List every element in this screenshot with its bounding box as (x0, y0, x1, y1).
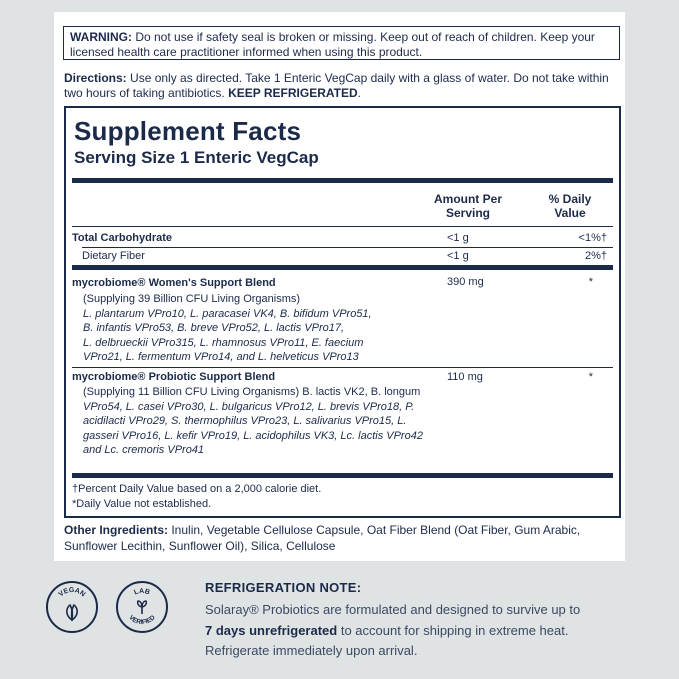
directions-emphasis: KEEP REFRIGERATED (228, 86, 358, 100)
row-fiber-name: Dietary Fiber (82, 250, 145, 262)
footnote-not-established: *Daily Value not established. (72, 498, 212, 510)
lab-verified-icon (118, 583, 166, 631)
verified-label: VERIFIED (127, 614, 157, 627)
lab-label: LAB (133, 587, 151, 597)
svg-text:VEGAN (58, 587, 87, 598)
blend1-line: L. delbrueckii VPro315, L. rhamnosus VPro11, E. faecium (83, 336, 364, 349)
refrigeration-note-heading: REFRIGERATION NOTE: (205, 580, 362, 595)
row-fiber-amount: <1 g (447, 250, 469, 262)
other-ingredients (64, 522, 620, 554)
blend2-amount: 110 mg (447, 371, 483, 383)
svg-text:LAB (133, 588, 150, 597)
blend2-line: acidilacti VPro29, S. thermophilus VPro23, L. salivarius VPro15, L. (83, 415, 407, 428)
warning-box (63, 26, 620, 60)
blend1-line: VPro21, L. fermentum VPro14, and L. helveticus VPro13 (83, 351, 359, 364)
note-line-1: Solaray® Probiotics are formulated and designed to survive up to (205, 602, 581, 617)
divider (72, 226, 613, 227)
directions-end: . (357, 86, 362, 100)
svg-text:VERIFIED (127, 614, 157, 626)
vegan-badge (46, 581, 98, 633)
blend1-line: L. plantarum VPro10, L. paracasei VK4, B. bifidum VPro51, (83, 307, 372, 320)
blend2-name: mycrobiome® Probiotic Support Blend (72, 371, 276, 383)
blend1-dv: * (588, 276, 593, 288)
note-line-3: Refrigerate immediately upon arrival. (205, 643, 418, 658)
directions (64, 71, 620, 101)
vegan-icon (48, 583, 96, 631)
directions-text: Use only as directed. Take 1 Enteric VegCap daily with a glass of water. Do not take within two hours of taking antibiotics. (64, 71, 609, 100)
refrigeration-note-body (205, 600, 625, 662)
other-ingredients-text: Inulin, Vegetable Cellulose Capsule, Oat Fiber Blend (Oat Fiber, Gum Arabic, Sunflower Lecithin, Sunflower Oil), Silica, Cellulose (64, 523, 581, 553)
other-ingredients-label: Other Ingredients: (64, 523, 169, 537)
footnote-dv: †Percent Daily Value based on a 2,000 calorie diet. (72, 483, 322, 495)
row-total-carb-amount: <1 g (447, 232, 469, 244)
vegan-label: VEGAN (57, 586, 87, 599)
note-line-2-rest: to account for shipping in extreme heat. (337, 622, 569, 638)
blend1-line: B. infantis VPro53, B. breve VPro52, L. lactis VPro17, (83, 322, 345, 335)
thick-divider (72, 178, 613, 183)
blend2-line: VPro54, L. casei VPro30, L. bulgaricus VPro12, L. brevis VPro18, P. (83, 400, 415, 413)
note-line-2 (205, 621, 625, 642)
serving-size: Serving Size 1 Enteric VegCap (74, 148, 319, 167)
col-amount-header: Amount Per Serving (433, 192, 502, 220)
blend2-dv: * (588, 371, 593, 383)
facts-title: Supplement Facts (74, 116, 302, 146)
blend2-line: (Supplying 11 Billion CFU Living Organisms) B. lactis VK2, B. longum (83, 386, 421, 398)
blend2-detail (83, 385, 423, 458)
thick-divider (72, 265, 613, 270)
lab-verified-badge (116, 581, 168, 633)
supplement-facts-table (64, 106, 621, 518)
row-fiber-dv: 2%† (584, 250, 607, 262)
row-total-carb-dv: <1%† (578, 232, 607, 244)
note-bold: 7 days unrefrigerated (205, 622, 338, 638)
directions-label: Directions: (64, 71, 127, 85)
blend1-detail (83, 292, 423, 365)
warning-text: Do not use if safety seal is broken or missing. Keep out of reach of children. Keep your licensed health care practitioner informed when using this product. (70, 30, 595, 59)
divider (82, 247, 613, 248)
blend1-line: (Supplying 39 Billion CFU Living Organisms) (83, 293, 301, 305)
thick-divider (72, 473, 613, 478)
blend1-name: mycrobiome® Women's Support Blend (72, 277, 276, 289)
blend2-line: gasseri VPro16, L. kefir VPro19, L. acidophilus VK3, Lc. lactis VPro42 (83, 429, 423, 442)
blend2-line: and Lc. cremoris VPro41 (83, 444, 205, 457)
col-dv-header: % Daily Value (548, 192, 592, 220)
warning-label: WARNING: (70, 30, 132, 44)
divider (72, 367, 613, 368)
blend1-amount: 390 mg (447, 276, 484, 288)
row-total-carb-name: Total Carbohydrate (72, 232, 173, 244)
